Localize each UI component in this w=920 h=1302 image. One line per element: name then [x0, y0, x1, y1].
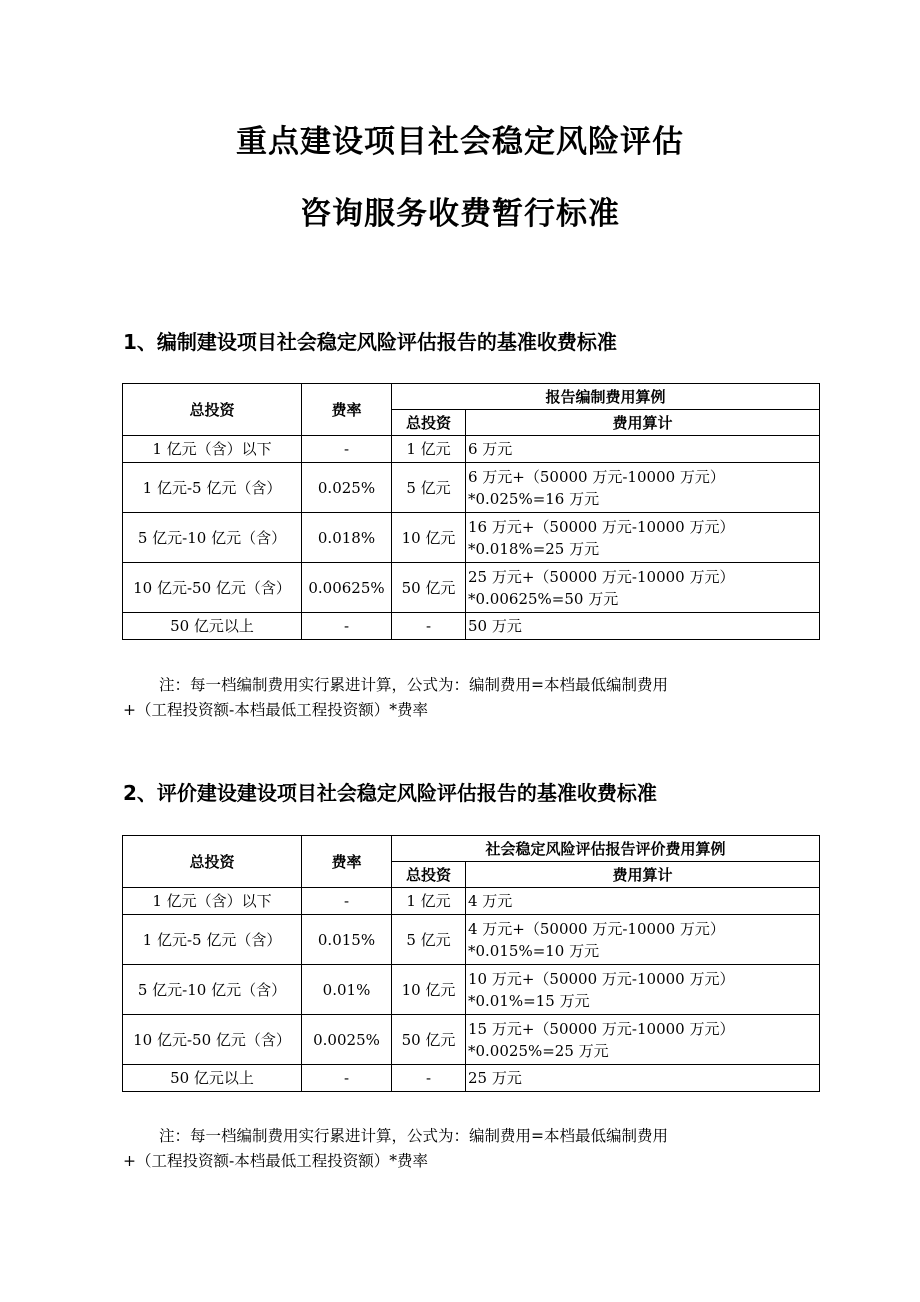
investment-range-cell: 1 亿元-5 亿元（含） — [123, 463, 302, 513]
investment-range-cell: 1 亿元（含）以下 — [123, 888, 302, 915]
example-calc-cell — [466, 463, 820, 513]
calc-line: 6 万元 — [468, 440, 513, 458]
calc-line: 15 万元+（50000 万元-10000 万元） — [468, 1019, 735, 1038]
example-calc-cell — [466, 915, 820, 965]
investment-range-cell: 10 亿元-50 亿元（含） — [123, 563, 302, 613]
investment-range-cell: 5 亿元-10 亿元（含） — [123, 965, 302, 1015]
example-calc-cell — [466, 513, 820, 563]
calc-line: *0.018%=25 万元 — [468, 539, 600, 558]
table-row — [123, 613, 820, 640]
calc-line: 4 万元 — [468, 892, 513, 910]
example-investment-cell: 5 亿元 — [392, 915, 466, 965]
calc-line: 25 万元+（50000 万元-10000 万元） — [468, 567, 735, 586]
header-example-group: 报告编制费用算例 — [392, 384, 820, 410]
example-calc-cell — [466, 888, 820, 915]
table-row — [123, 436, 820, 463]
rate-cell: 0.018% — [302, 513, 392, 563]
table-row — [123, 1015, 820, 1065]
rate-cell: 0.01% — [302, 965, 392, 1015]
section2-note — [123, 1124, 823, 1174]
calc-line: 10 万元+（50000 万元-10000 万元） — [468, 969, 735, 988]
section2-fee-table — [122, 835, 820, 1092]
example-investment-cell: 50 亿元 — [392, 1015, 466, 1065]
header-example-group: 社会稳定风险评估报告评价费用算例 — [392, 836, 820, 862]
rate-cell: 0.015% — [302, 915, 392, 965]
example-investment-cell: 5 亿元 — [392, 463, 466, 513]
example-investment-cell: 10 亿元 — [392, 965, 466, 1015]
investment-range-cell: 50 亿元以上 — [123, 613, 302, 640]
example-calc-cell — [466, 965, 820, 1015]
example-calc-cell — [466, 563, 820, 613]
rate-cell: - — [302, 613, 392, 640]
section1-note — [123, 673, 823, 723]
example-calc-cell — [466, 436, 820, 463]
header-example-calc: 费用算计 — [466, 862, 820, 888]
example-calc-cell — [466, 613, 820, 640]
table-row — [123, 888, 820, 915]
calc-line: 25 万元 — [468, 1069, 522, 1087]
rate-cell: 0.0025% — [302, 1015, 392, 1065]
note-line: 注：每一档编制费用实行累进计算，公式为：编制费用=本档最低编制费用 — [159, 676, 668, 694]
table-row — [123, 563, 820, 613]
table-row — [123, 1065, 820, 1092]
investment-range-cell: 5 亿元-10 亿元（含） — [123, 513, 302, 563]
table-row — [123, 463, 820, 513]
calc-line: *0.01%=15 万元 — [468, 991, 590, 1010]
example-calc-cell — [466, 1015, 820, 1065]
example-investment-cell: 10 亿元 — [392, 513, 466, 563]
investment-range-cell: 10 亿元-50 亿元（含） — [123, 1015, 302, 1065]
calc-line: 4 万元+（50000 万元-10000 万元） — [468, 919, 725, 938]
calc-line: *0.025%=16 万元 — [468, 489, 600, 508]
calc-line: *0.0025%=25 万元 — [468, 1041, 609, 1060]
example-investment-cell: 1 亿元 — [392, 888, 466, 915]
table-row — [123, 513, 820, 563]
example-investment-cell: - — [392, 613, 466, 640]
section1-fee-table — [122, 383, 820, 640]
calc-line: *0.015%=10 万元 — [468, 941, 600, 960]
table-row — [123, 915, 820, 965]
investment-range-cell: 1 亿元（含）以下 — [123, 436, 302, 463]
calc-line: *0.00625%=50 万元 — [468, 589, 619, 608]
header-example-investment: 总投资 — [392, 862, 466, 888]
example-calc-cell — [466, 1065, 820, 1092]
rate-cell: 0.00625% — [302, 563, 392, 613]
table-row — [123, 965, 820, 1015]
calc-line: 50 万元 — [468, 617, 522, 635]
example-investment-cell: 50 亿元 — [392, 563, 466, 613]
section1-heading: 1、编制建设项目社会稳定风险评估报告的基准收费标准 — [123, 330, 617, 354]
rate-cell: - — [302, 1065, 392, 1092]
header-rate: 费率 — [302, 836, 392, 888]
investment-range-cell: 1 亿元-5 亿元（含） — [123, 915, 302, 965]
header-total-investment: 总投资 — [123, 384, 302, 436]
rate-cell: - — [302, 888, 392, 915]
rate-cell: 0.025% — [302, 463, 392, 513]
section2-heading: 2、评价建设建设项目社会稳定风险评估报告的基准收费标准 — [123, 781, 657, 805]
note-line: 注：每一档编制费用实行累进计算，公式为：编制费用=本档最低编制费用 — [159, 1127, 668, 1145]
header-rate: 费率 — [302, 384, 392, 436]
document-title-line1: 重点建设项目社会稳定风险评估 — [236, 124, 684, 160]
document-title-line2: 咨询服务收费暂行标准 — [300, 196, 620, 232]
calc-line: 6 万元+（50000 万元-10000 万元） — [468, 467, 725, 486]
note-line: +（工程投资额-本档最低工程投资额）*费率 — [123, 701, 428, 719]
note-line: +（工程投资额-本档最低工程投资额）*费率 — [123, 1152, 428, 1170]
calc-line: 16 万元+（50000 万元-10000 万元） — [468, 517, 735, 536]
example-investment-cell: - — [392, 1065, 466, 1092]
header-total-investment: 总投资 — [123, 836, 302, 888]
header-example-investment: 总投资 — [392, 410, 466, 436]
investment-range-cell: 50 亿元以上 — [123, 1065, 302, 1092]
header-example-calc: 费用算计 — [466, 410, 820, 436]
example-investment-cell: 1 亿元 — [392, 436, 466, 463]
rate-cell: - — [302, 436, 392, 463]
